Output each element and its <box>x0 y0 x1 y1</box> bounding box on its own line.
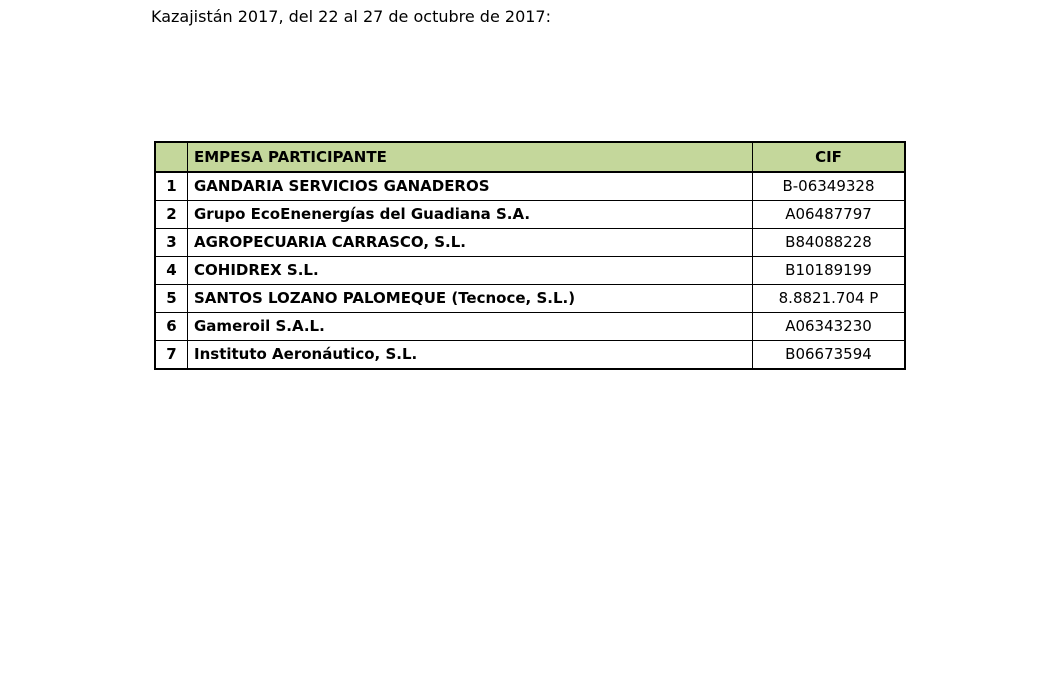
row-company: SANTOS LOZANO PALOMEQUE (Tecnoce, S.L.) <box>188 285 753 313</box>
table-row <box>155 285 905 313</box>
row-company: AGROPECUARIA CARRASCO, S.L. <box>188 229 753 257</box>
row-cif: B-06349328 <box>753 172 906 201</box>
row-company: COHIDREX S.L. <box>188 257 753 285</box>
table-row <box>155 172 905 201</box>
row-number: 4 <box>155 257 188 285</box>
row-number: 2 <box>155 201 188 229</box>
table-row <box>155 341 905 370</box>
row-number: 7 <box>155 341 188 370</box>
participants-table <box>154 141 906 370</box>
row-cif: B84088228 <box>753 229 906 257</box>
header-cif: CIF <box>753 142 906 172</box>
row-cif: B06673594 <box>753 341 906 370</box>
table-row <box>155 257 905 285</box>
row-number: 5 <box>155 285 188 313</box>
table-row <box>155 229 905 257</box>
row-company: Gameroil S.A.L. <box>188 313 753 341</box>
table-row <box>155 201 905 229</box>
row-cif: A06487797 <box>753 201 906 229</box>
row-cif: 8.8821.704 P <box>753 285 906 313</box>
table-row <box>155 313 905 341</box>
row-company: Grupo EcoEnenergías del Guadiana S.A. <box>188 201 753 229</box>
header-company: EMPESA PARTICIPANTE <box>188 142 753 172</box>
row-number: 6 <box>155 313 188 341</box>
row-company: Instituto Aeronáutico, S.L. <box>188 341 753 370</box>
row-number: 1 <box>155 172 188 201</box>
row-cif: B10189199 <box>753 257 906 285</box>
row-cif: A06343230 <box>753 313 906 341</box>
header-number <box>155 142 188 172</box>
table-header-row <box>155 142 905 172</box>
row-number: 3 <box>155 229 188 257</box>
row-company: GANDARIA SERVICIOS GANADEROS <box>188 172 753 201</box>
document-heading: Kazajistán 2017, del 22 al 27 de octubre de 2017: <box>151 7 551 26</box>
